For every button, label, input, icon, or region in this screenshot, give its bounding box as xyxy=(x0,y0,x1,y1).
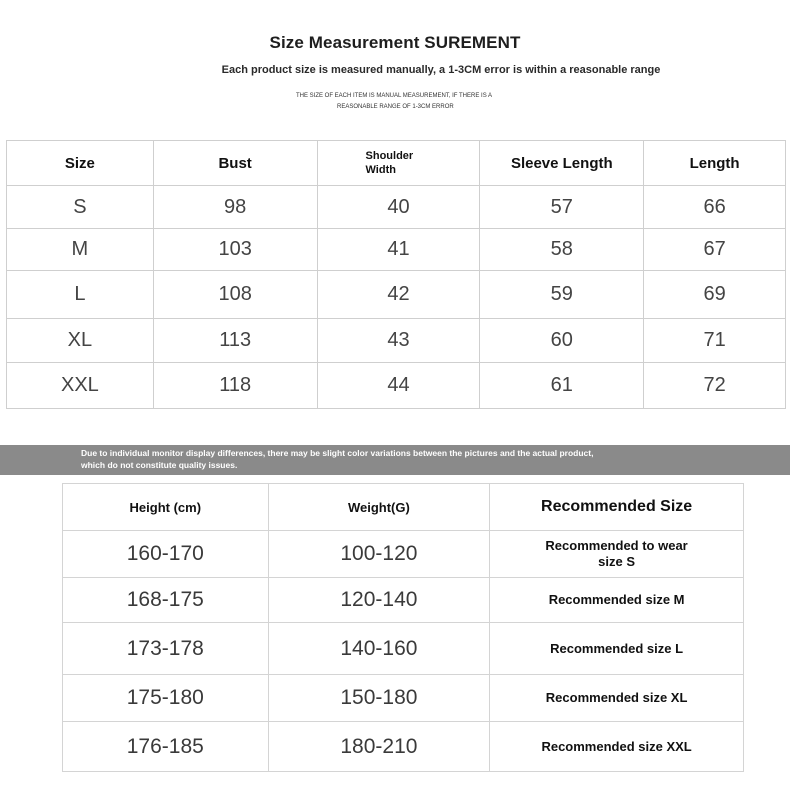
table-cell: 176-185 xyxy=(63,722,269,772)
table-row xyxy=(63,578,744,623)
table-cell: 72 xyxy=(644,363,786,409)
table-cell: Recommended size XXL xyxy=(490,722,744,772)
table-header-row xyxy=(7,141,786,186)
table-cell: 103 xyxy=(153,229,317,271)
table-cell: 108 xyxy=(153,271,317,319)
table-row xyxy=(7,363,786,409)
table-cell: 168-175 xyxy=(63,578,269,623)
header-cell: Size xyxy=(7,141,154,186)
page-title: Size Measurement SUREMENT xyxy=(269,33,521,52)
header-cell-text: Shoulder Width xyxy=(365,150,414,176)
table-cell: 160-170 xyxy=(63,531,269,578)
table-cell: 57 xyxy=(480,186,644,229)
size-recommendation-table xyxy=(62,483,744,772)
header-cell: Recommended Size xyxy=(490,484,744,531)
table-cell: 67 xyxy=(644,229,786,271)
table-cell: 140-160 xyxy=(268,623,490,675)
table-cell: Recommended size M xyxy=(490,578,744,623)
table-cell: 118 xyxy=(153,363,317,409)
table-cell: 42 xyxy=(317,271,480,319)
table-cell: 71 xyxy=(644,319,786,363)
table-cell: 41 xyxy=(317,229,480,271)
table-cell: Recommended size XL xyxy=(490,675,744,722)
table-row xyxy=(63,722,744,772)
header-cell: Length xyxy=(644,141,786,186)
table-cell: 100-120 xyxy=(268,531,490,578)
table-cell: 120-140 xyxy=(268,578,490,623)
table-cell: 60 xyxy=(480,319,644,363)
header-cell: Sleeve Length xyxy=(480,141,644,186)
recommendation-text: Recommended to wear size S xyxy=(545,538,688,569)
measurement-note xyxy=(296,91,506,113)
table-row xyxy=(7,229,786,271)
table-row xyxy=(7,186,786,229)
table-cell: L xyxy=(7,271,154,319)
table-cell: 59 xyxy=(480,271,644,319)
table-cell: Recommended size L xyxy=(490,623,744,675)
table-cell xyxy=(490,531,744,578)
table-row xyxy=(63,675,744,722)
page-subtitle: Each product size is measured manually, a 1-3CM error is within a reasonable range xyxy=(221,64,661,76)
color-disclaimer-line1: Due to individual monitor display differences, there may be slight color variations between the pictures and the actual product, xyxy=(81,448,594,458)
table-row xyxy=(63,531,744,578)
header-cell: Height (cm) xyxy=(63,484,269,531)
table-cell: 113 xyxy=(153,319,317,363)
color-disclaimer-line2: which do not constitute quality issues. xyxy=(81,459,238,470)
table-row xyxy=(7,319,786,363)
table-cell: XL xyxy=(7,319,154,363)
table-row xyxy=(7,271,786,319)
table-header-row xyxy=(63,484,744,531)
table-cell: XXL xyxy=(7,363,154,409)
table-cell: S xyxy=(7,186,154,229)
table-cell: 150-180 xyxy=(268,675,490,722)
table-cell: 69 xyxy=(644,271,786,319)
table-cell: 66 xyxy=(644,186,786,229)
table-cell: 61 xyxy=(480,363,644,409)
table-row xyxy=(63,623,744,675)
table-cell: 180-210 xyxy=(268,722,490,772)
header-cell: Weight(G) xyxy=(268,484,490,531)
table-cell: 58 xyxy=(480,229,644,271)
color-disclaimer-banner xyxy=(0,445,790,475)
table-cell: M xyxy=(7,229,154,271)
header-cell: Bust xyxy=(153,141,317,186)
table-cell: 175-180 xyxy=(63,675,269,722)
header-cell xyxy=(317,141,480,186)
color-disclaimer-text xyxy=(81,448,721,471)
measurement-note-line1: THE SIZE OF EACH ITEM IS MANUAL MEASUREMENT, IF THERE IS A xyxy=(296,93,493,99)
table-cell: 173-178 xyxy=(63,623,269,675)
table-cell: 44 xyxy=(317,363,480,409)
size-chart-table xyxy=(6,140,786,409)
table-cell: 40 xyxy=(317,186,480,229)
measurement-note-line2: REASONABLE RANGE OF 1-3CM ERROR xyxy=(337,104,454,110)
table-cell: 98 xyxy=(153,186,317,229)
table-cell: 43 xyxy=(317,319,480,363)
